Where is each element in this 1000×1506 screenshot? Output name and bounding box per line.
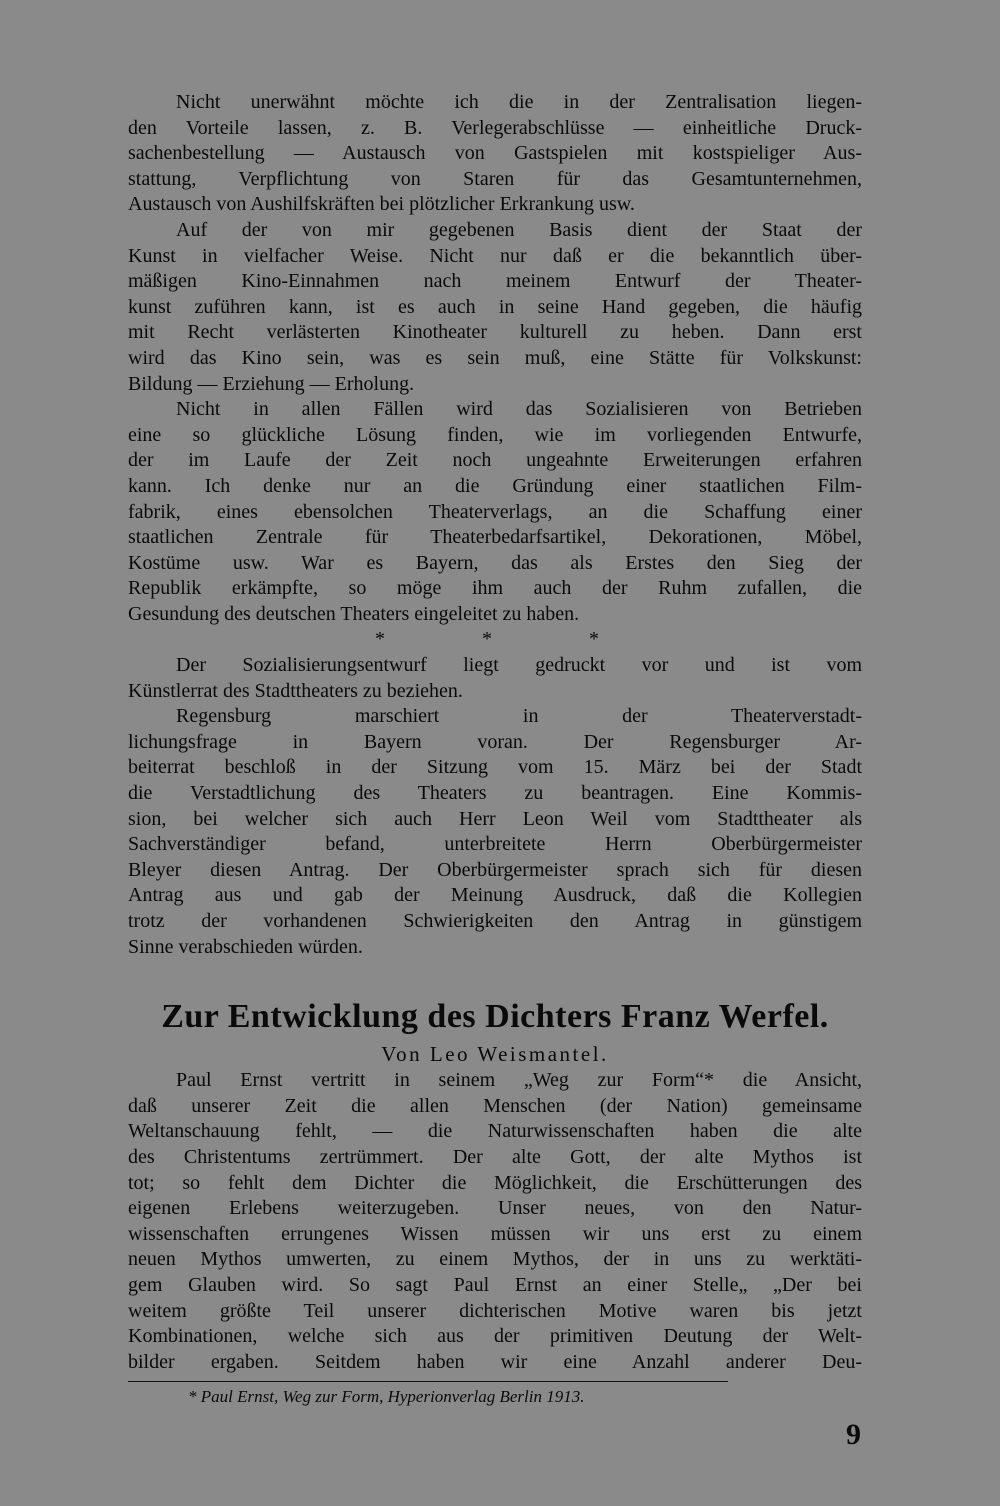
text-line: sachenbestellung — Austausch von Gastspielen mit kostspieliger Aus- — [128, 142, 862, 165]
text-line: Sachverständiger befand, unterbreitete Herrn Oberbürgermeister — [128, 833, 862, 856]
text-line: Nicht unerwähnt möchte ich die in der Zentralisation liegen- — [176, 91, 862, 113]
section-separator: * * * — [375, 628, 645, 651]
section-regensburg — [128, 653, 862, 960]
text-line: Paul Ernst vertritt in seinem „Weg zur Form“* die Ansicht, — [176, 1069, 862, 1092]
text-line: kunst zuführen kann, ist es auch in seine Hand gegeben, die häufig — [128, 295, 862, 318]
text-line: eine so glückliche Lösung finden, wie im vorliegenden Entwurfe, — [128, 423, 862, 446]
text-line: Bleyer diesen Antrag. Der Oberbürgermeister sprach sich für diesen — [128, 858, 862, 881]
text-line: kann. Ich denke nur an die Gründung einer staatlichen Film- — [128, 474, 862, 497]
text-line: tot; so fehlt dem Dichter die Möglichkeit, die Erschütterungen des — [128, 1171, 862, 1194]
text-line: lichungsfrage in Bayern voran. Der Regensburger Ar- — [128, 730, 862, 753]
text-line: wird das Kino sein, was es sein muß, eine Stätte für Volkskunst: — [128, 346, 862, 369]
text-line: Kombinationen, welche sich aus der primitiven Deutung der Welt- — [128, 1325, 862, 1348]
footnote: * Paul Ernst, Weg zur Form, Hyperionverlag Berlin 1913. — [188, 1387, 585, 1407]
page-number: 9 — [846, 1418, 861, 1451]
text-line: Republik erkämpfte, so möge ihm auch der Ruhm zufallen, die — [128, 577, 862, 600]
text-line: Antrag aus und gab der Meinung Ausdruck, daß die Kollegien — [128, 884, 862, 907]
text-line: staatlichen Zentrale für Theaterbedarfsartikel, Dekorationen, Möbel, — [128, 526, 862, 549]
text-line: Der Sozialisierungsentwurf liegt gedruckt vor und ist vom — [176, 654, 862, 677]
article-byline: Von Leo Weismantel. — [381, 1042, 609, 1067]
text-line: weitem größte Teil unserer dichterischen Motive waren bis jetzt — [128, 1299, 862, 1322]
text-line: stattung, Verpflichtung von Staren für das Gesamtunternehmen, — [128, 167, 862, 190]
text-line: Kunst in vielfacher Weise. Nicht nur daß er die bekanntlich über- — [128, 244, 862, 267]
text-line: Künstlerrat des Stadttheaters zu beziehen. — [128, 679, 463, 702]
text-line: Bildung — Erziehung — Erholung. — [128, 372, 415, 395]
article-title: Zur Entwicklung des Dichters Franz Werfel. — [161, 998, 829, 1036]
section-theater-centralisation — [128, 90, 862, 627]
text-line: sion, bei welcher sich auch Herr Leon Weil vom Stadttheater als — [128, 807, 862, 830]
text-line: mäßigen Kino-Einnahmen nach meinem Entwurf der Theater- — [128, 270, 862, 293]
text-line: neuen Mythos umwerten, zu einem Mythos, der in uns zu werktäti- — [128, 1248, 862, 1271]
text-line: Weltanschauung fehlt, — die Naturwissenschaften haben die alte — [128, 1120, 862, 1143]
text-line: Auf der von mir gegebenen Basis dient der Staat der — [176, 218, 862, 241]
text-line: der im Laufe der Zeit noch ungeahnte Erweiterungen erfahren — [128, 449, 862, 472]
text-line: den Vorteile lassen, z. B. Verlegerabschlüsse — einheitliche Druck- — [128, 116, 862, 139]
text-line: daß unserer Zeit die allen Menschen (der Nation) gemeinsame — [128, 1094, 862, 1117]
text-line: die Verstadtlichung des Theaters zu beantragen. Eine Kommis- — [128, 782, 862, 805]
text-line: Regensburg marschiert in der Theaterverstadt- — [176, 705, 862, 728]
text-line: fabrik, eines ebensolchen Theaterverlags, an die Schaffung einer — [128, 500, 862, 523]
text-line: wissenschaften errungenes Wissen müssen wir uns erst zu einem — [128, 1222, 862, 1245]
text-line: Austausch von Aushilfskräften bei plötzlicher Erkrankung usw. — [128, 193, 635, 216]
text-line: beiterrat beschloß in der Sitzung vom 15. März bei der Stadt — [128, 756, 862, 779]
text-line: mit Recht verlästerten Kinotheater kulturell zu heben. Dann erst — [128, 321, 862, 344]
text-line: Sinne verabschieden würden. — [128, 935, 363, 958]
article-body — [128, 1068, 862, 1375]
text-line: eigenen Erlebens weiterzugeben. Unser neues, von den Natur- — [128, 1197, 862, 1220]
text-column — [128, 90, 862, 1412]
text-line: des Christentums zertrümmert. Der alte Gott, der alte Mythos ist — [128, 1145, 862, 1168]
text-line: Gesundung des deutschen Theaters eingeleitet zu haben. — [128, 602, 580, 625]
text-line: Nicht in allen Fällen wird das Sozialisieren von Betrieben — [176, 398, 862, 421]
text-line: bilder ergaben. Seitdem haben wir eine Anzahl anderer Deu- — [128, 1350, 862, 1373]
text-line: Kostüme usw. War es Bayern, das als Erstes den Sieg der — [128, 551, 862, 574]
text-line: trotz der vorhandenen Schwierigkeiten den Antrag in günstigem — [128, 910, 862, 932]
text-line: gem Glauben wird. So sagt Paul Ernst an einer Stelle„ „Der bei — [128, 1273, 862, 1296]
